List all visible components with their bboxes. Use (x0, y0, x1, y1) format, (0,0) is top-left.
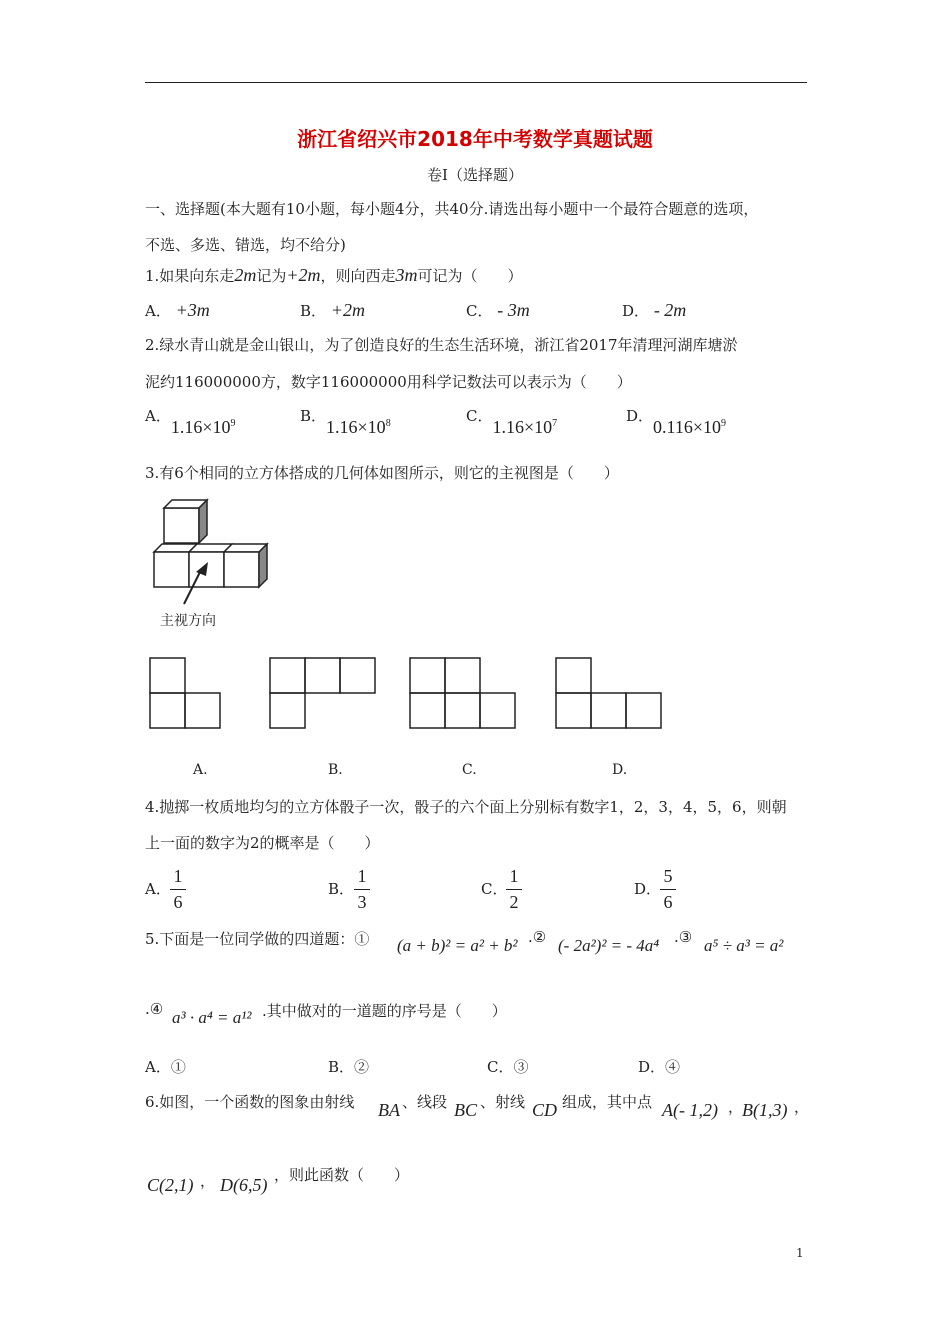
option-value: - 2m (653, 300, 687, 320)
q6-text-5: ，则此函数（ ） (274, 1166, 410, 1184)
square (270, 693, 305, 728)
square (150, 658, 185, 693)
q1-option-c[interactable] (466, 300, 530, 321)
page-number: 1 (796, 1246, 804, 1260)
square (305, 658, 340, 693)
option-label: A． (145, 407, 171, 425)
option-value: ③ (513, 1058, 529, 1076)
option-value: +3m (175, 300, 210, 320)
q5-tail: .其中做对的一道题的序号是（ ） (262, 1002, 507, 1020)
fraction-bar (170, 889, 186, 890)
view-options (140, 650, 680, 740)
denominator: 3 (357, 892, 367, 912)
sci-exp: 8 (385, 418, 391, 429)
q1-math-2: +2m (286, 265, 321, 285)
question-2-line2: 泥约116000000方，数字116000000用科学记数法可以表示为（ ） (145, 373, 632, 391)
q4-option-b-label[interactable]: B． (328, 880, 355, 898)
square (340, 658, 375, 693)
q4-option-a-fraction (170, 866, 186, 913)
question-2-line1: 2.绿水青山就是金山银山，为了创造良好的生态生活环境，浙江省2017年清理河湖库塘淤 (145, 336, 738, 354)
option-label: B． (300, 407, 327, 425)
q5-equation-3: a⁵ ÷ a³ = a² (704, 936, 784, 955)
header-rule (145, 82, 807, 83)
question-1 (145, 265, 523, 286)
q6-comma: ， (728, 1098, 744, 1116)
q6-comma: ， (794, 1098, 810, 1116)
square (591, 693, 626, 728)
q1-math-1: 2m (234, 265, 257, 285)
square (150, 693, 185, 728)
direction-label: 主视方向 (160, 613, 216, 629)
option-value: +2m (330, 300, 365, 320)
option-label: C． (487, 1058, 514, 1076)
option-value (326, 417, 391, 437)
sci-base: 0.116×10 (653, 417, 722, 437)
option-label: D． (626, 407, 654, 425)
option-value (171, 417, 236, 437)
denominator: 6 (173, 892, 183, 912)
sci-exp: 9 (230, 418, 236, 429)
fraction-bar (506, 889, 522, 890)
option-label: A． (145, 1058, 171, 1076)
option-label: D． (622, 302, 650, 320)
option-label: A． (145, 302, 171, 320)
q4-option-c-label[interactable]: C． (481, 880, 508, 898)
option-label: C． (466, 302, 493, 320)
q5-option-a[interactable] (145, 1056, 186, 1077)
numerator: 5 (663, 866, 673, 886)
q1-option-a[interactable] (145, 300, 210, 321)
square (626, 693, 661, 728)
q6-point-d: D(6,5) (220, 1175, 268, 1195)
q6-text-4: 组成，其中点 (562, 1093, 653, 1111)
option-value: ④ (665, 1058, 681, 1076)
q4-option-a-label[interactable]: A． (145, 880, 171, 898)
square (556, 693, 591, 728)
q1-text: 可记为（ ） (417, 267, 523, 285)
q5-option-b[interactable] (328, 1056, 369, 1077)
q5-equation-1: (a + b)² = a² + b² (397, 936, 518, 955)
question-3: 3.有6个相同的立方体搭成的几何体如图所示，则它的主视图是（ ） (145, 464, 619, 482)
option-value: - 3m (497, 300, 530, 320)
q4-option-b-fraction (354, 866, 370, 913)
q1-text: 记为 (256, 267, 287, 285)
q1-text: 1.如果向东走 (145, 267, 235, 285)
cube-side (199, 500, 207, 543)
q5-option-c[interactable] (487, 1056, 529, 1077)
q5-sep-3: .③ (674, 928, 693, 946)
q3-option-b[interactable]: B. (328, 762, 343, 778)
option-label: B． (328, 1058, 355, 1076)
q1-option-d[interactable] (622, 300, 686, 321)
question-4-line2: 上一面的数字为2的概率是（ ） (145, 834, 380, 852)
option-label: D． (638, 1058, 666, 1076)
fraction-bar (354, 889, 370, 890)
numerator: 1 (509, 866, 519, 886)
numerator: 1 (357, 866, 367, 886)
q6-text-3: 、射线 (480, 1093, 526, 1111)
section-instructions-1: 一、选择题(本大题有10小题，每小题4分，共40分.请选出每小题中一个最符合题意的选项， (145, 200, 759, 218)
denominator: 6 (663, 892, 673, 912)
cube-front (154, 552, 189, 587)
sci-base: 1.16×10 (492, 417, 553, 437)
option-value (492, 417, 557, 437)
q4-option-d-label[interactable]: D． (634, 880, 662, 898)
square (480, 693, 515, 728)
option-label: B． (300, 302, 327, 320)
question-4-line1: 4.抛掷一枚质地均匀的立方体骰子一次，骰子的六个面上分别标有数字1，2，3，4，5，6，则朝 (145, 798, 787, 816)
numerator: 1 (173, 866, 183, 886)
q5-sep-4: .④ (145, 1000, 164, 1018)
q5-equation-4: a³ · a⁴ = a¹² (172, 1008, 252, 1027)
q6-text-1: 6.如图，一个函数的图象由射线 (145, 1093, 355, 1111)
option-value: ② (354, 1058, 370, 1076)
fraction-bar (660, 889, 676, 890)
q6-ray-cd: CD (532, 1100, 558, 1120)
section-instructions-2: 不选、多选、错选，均不给分) (145, 236, 346, 254)
square (445, 693, 480, 728)
q1-option-b[interactable] (300, 300, 365, 321)
q1-math-3: 3m (395, 265, 418, 285)
q5-sep-2: .② (528, 928, 547, 946)
square (410, 693, 445, 728)
cube-front (164, 508, 199, 543)
q3-option-c[interactable]: C. (462, 762, 477, 778)
q3-option-a[interactable]: A. (193, 762, 208, 778)
square (445, 658, 480, 693)
q4-option-d-fraction (660, 866, 676, 913)
sci-base: 1.16×10 (326, 417, 386, 437)
denominator: 2 (509, 892, 519, 912)
q6-ray-ba: BA (378, 1100, 400, 1120)
q4-option-c-fraction (506, 866, 522, 913)
square (270, 658, 305, 693)
q5-equation-2: (- 2a²)² = - 4a⁴ (558, 936, 660, 955)
q3-option-d[interactable]: D. (612, 762, 628, 778)
q6-point-c: C(2,1) (147, 1175, 194, 1195)
cube-side (259, 544, 267, 587)
square (185, 693, 220, 728)
q5-option-d[interactable] (638, 1056, 680, 1077)
option-label: C． (466, 407, 493, 425)
q1-text: ，则向西走 (320, 267, 396, 285)
sci-exp: 7 (552, 418, 558, 429)
option-value (653, 417, 726, 437)
paper-subtitle: 卷Ⅰ（选择题） (427, 166, 523, 184)
question-5-intro: 5.下面是一位同学做的四道题：① (145, 930, 370, 948)
q6-comma: ， (200, 1172, 216, 1190)
page-title: 浙江省绍兴市2018年中考数学真题试题 (297, 127, 653, 151)
sci-exp: 9 (721, 418, 727, 429)
sci-base: 1.16×10 (170, 417, 231, 437)
q6-point-a: A(- 1,2) (662, 1100, 718, 1120)
option-value: ① (170, 1058, 186, 1076)
cube-front (224, 552, 259, 587)
q6-text-2: 、线段 (402, 1093, 448, 1111)
square (410, 658, 445, 693)
square (556, 658, 591, 693)
q6-point-b: B(1,3) (742, 1100, 788, 1120)
q6-segment-bc: BC (454, 1100, 478, 1120)
